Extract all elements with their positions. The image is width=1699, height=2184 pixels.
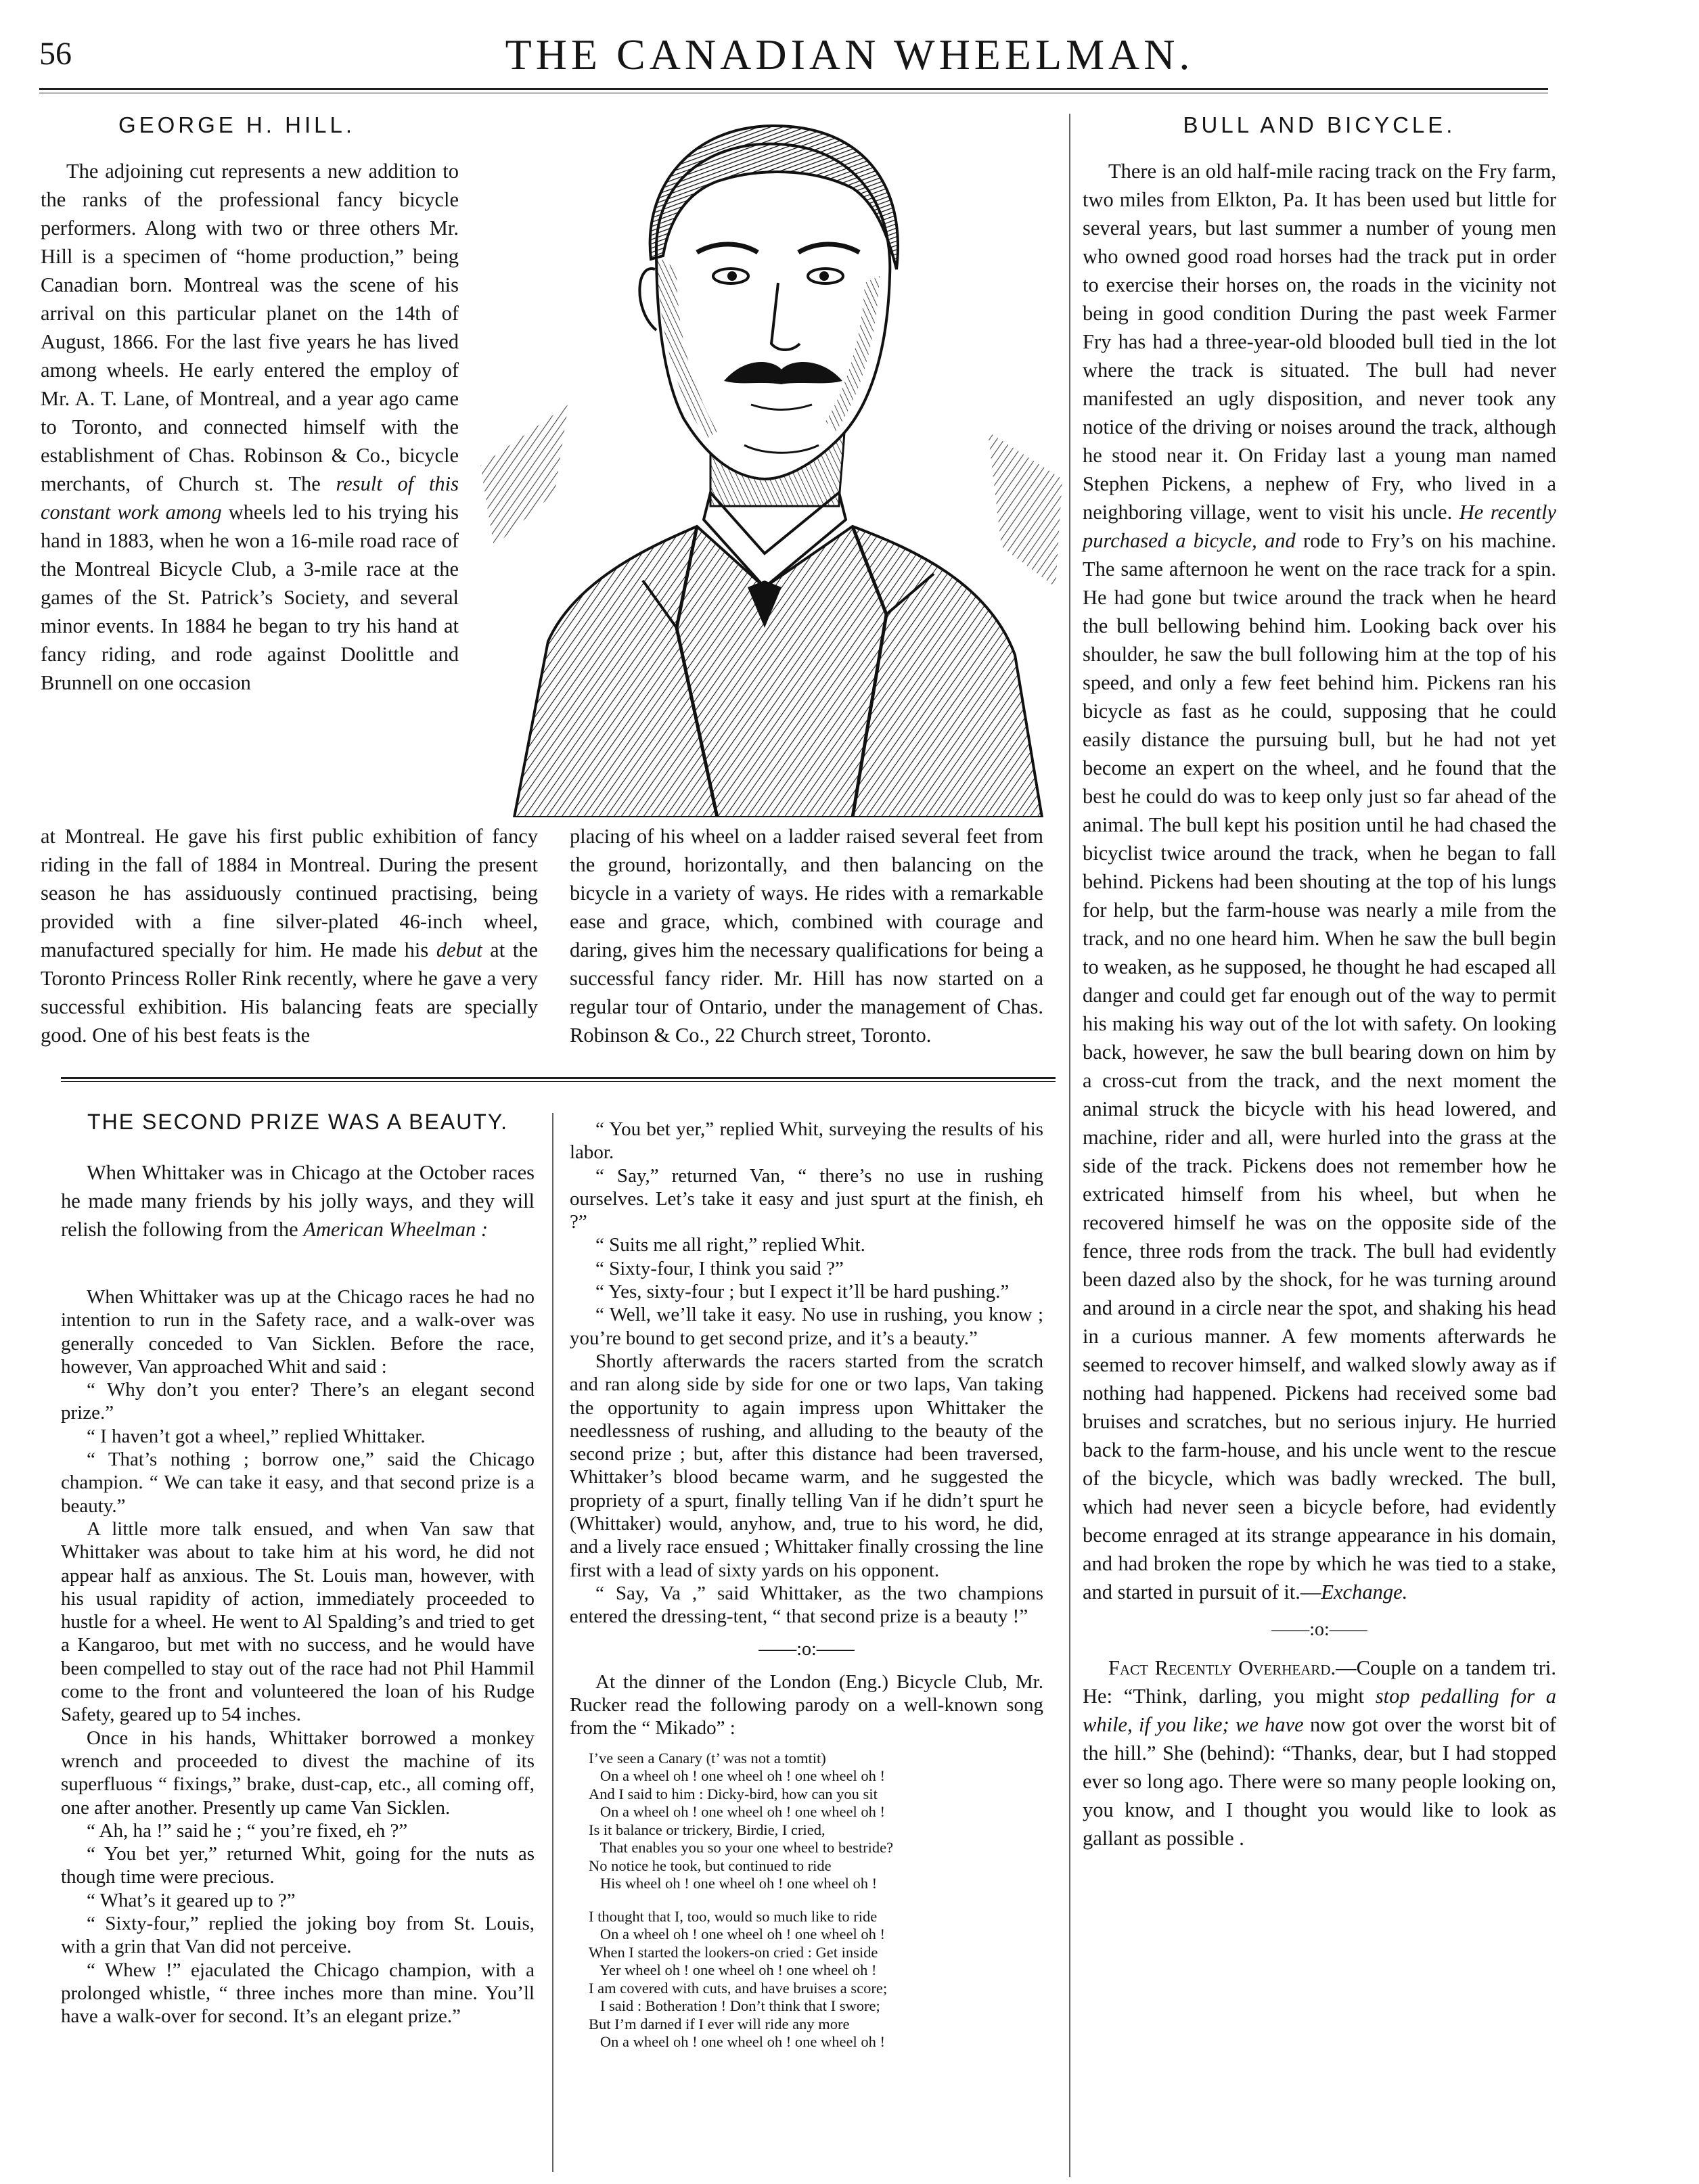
bull-separator: ——:o:—— [1271, 1619, 1367, 1640]
parody-verse-1: I’ve seen a Canary (t’ was not a tomtit) On a wheel oh ! one wheel oh ! one wheel oh ! And I said to him : Dicky-bird, how can you sit On a wheel oh ! one wheel oh ! one wheel oh ! Is it balance or trickery, Birdie, I cried, That enables you so your one wheel to bestride? No notice he took, but continued to ride His wheel oh ! one wheel oh ! one wheel oh ! [589, 1749, 894, 1892]
hill-paragraph-2: at Montreal. He gave his first public exhibition of fancy riding in the fall of 1884 in Montreal. During the present season he has assiduously continued practising, being provided with a fine silver-plated 46-inch wheel, manufactured specially for him. He made his debut at the Toronto Princess Roller Rink recently, where he gave a very successful exhibition. His balancing feats are specially good. One of his best feats is the [41, 825, 539, 1047]
hill-paragraph-1: The adjoining cut represents a new addition to the ranks of the professional fancy bicycle performers. Along with two or three others Mr. Hill is a specimen of “home production,” being Canadian born. Montreal was the scene of his arrival on this particular planet on the 14th of August, 1866. For the last five years he has lived among wheels. He early entered the employ of Mr. A. T. Lane, of Montreal, and a year ago came to Toronto, and connected himself with the establishment of Chas. Robinson & Co., bicycle merchants, of Church st. The result of this constant work among wheels led to his trying his hand in 1883, when he won a 16-mile road race of the Montreal Bicycle Club, a 3-mile race at the games of the St. Patrick’s Society, and several minor events. In 1884 he began to try his hand at fancy riding, and rode against Doolittle and Brunnell on one occasion [41, 160, 459, 694]
prize-col2 [570, 1118, 1043, 2051]
prize-para: “ You bet yer,” replied Whit, surveying the results of his labor. [570, 1118, 1043, 1164]
prize-heading: THE SECOND PRIZE WAS A BEAUTY. [87, 1110, 508, 1134]
prize-para: “ What’s it geared up to ?” [87, 1889, 296, 1911]
masthead: THE CANADIAN WHEELMAN. [505, 30, 1194, 78]
prize-col1 [61, 1286, 535, 2028]
prize-intro-paragraph: When Whittaker was in Chicago at the October races he made many friends by his jolly ways, and they will relish the following from the American Wheelman : [61, 1161, 535, 1241]
hill-heading: GEORGE H. HILL. [118, 112, 356, 137]
prize-para: “ Sixty-four, I think you said ?” [595, 1257, 844, 1279]
prize-para: “ Say,” returned Van, “ there’s no use in rushing ourselves. Let’s take it easy and just spurt at the finish, eh ?” [570, 1164, 1043, 1233]
prize-para: “ You bet yer,” returned Whit, going for the nuts as though time were precious. [61, 1843, 535, 1888]
section-rule [61, 1077, 1056, 1079]
column-rule-right [1069, 114, 1070, 2177]
hill-article-wide [41, 822, 538, 1049]
prize-para: When Whittaker was up at the Chicago races he had no intention to run in the Safety race, and a walk-over was generally conceded to Van Sicklen. Before the race, however, Van approached Whit and said : [61, 1286, 535, 1378]
prize-para: “ Well, we’ll take it easy. No use in rushing, you know ; you’re bound to get second prize, and it’s a beauty.” [570, 1304, 1043, 1349]
prize-para: “ Say, Va ,” said Whittaker, as the two champions entered the dressing-tent, “ that second prize is a beauty !” [570, 1582, 1043, 1628]
prize-intro [61, 1158, 535, 1244]
bull-heading: BULL AND BICYCLE. [1183, 112, 1456, 137]
hill-article-col2 [570, 822, 1043, 1049]
prize-para: “ Sixty-four,” replied the joking boy from St. Louis, with a grin that Van did not perceive. [61, 1913, 535, 1958]
parody-verse-2: I thought that I, too, would so much like to ride On a wheel oh ! one wheel oh ! one wheel oh ! When I started the lookers-on cried : Get inside Yer wheel oh ! one wheel oh ! one wheel oh ! I am covered with cuts, and have bruises a score; I said : Botheration ! Don’t think that I swore; But I’m darned if I ever will ride any more On a wheel oh ! one wheel oh ! one wheel oh ! [589, 1907, 888, 2051]
prize-para: “ That’s nothing ; borrow one,” said the Chicago champion. “ We can take it easy, and that second prize is a beauty.” [61, 1449, 535, 1517]
engraved-portrait-icon [474, 114, 1069, 817]
portrait-engraving [474, 114, 1069, 817]
prize-para: “ Why don’t you enter? There’s an elegant second prize.” [61, 1379, 535, 1424]
dinner-paragraph: At the dinner of the London (Eng.) Bicycle Club, Mr. Rucker read the following parody on a well-known song from the “ Mikado” : [570, 1670, 1043, 1739]
bull-paragraph: There is an old half-mile racing track on the Fry farm, two miles from Elkton, Pa. It has been used but little for several years, but last summer a number of young men who owned good road horses had the track put in order to exercise their horses on, the roads in the vicinity not being in good condition During the past week Farmer Fry has had a three-year-old blooded bull tied in the lot where the track is situated. The bull had never manifested an ugly disposition, and never took any notice of the driving or noises around the track, although he stood near it. On Friday last a young man named Stephen Pickens, a nephew of Fry, who lived in a neighboring village, went to visit his uncle. He recently purchased a bicycle, and rode to Fry’s on his machine. The same afternoon he went on the race track for a spin. He had gone but twice around the track when he heard the bull bellowing behind him. Looking back over his shoulder, he saw the bull following him at the top of his speed, and only a few feet behind him. Pickens ran his bicycle as fast as he could, supposing that he could easily distance the pursuing bull, but he had not yet become an expert on the wheel, and he found that the best he could do was to keep only just so far ahead of the animal. The bull kept his position until he had chased the bicyclist twice around the track, when he began to fall behind. Pickens had been shouting at the top of his lungs for help, but the farm-house was nearly a mile from the track, and no one heard him. When he saw the bull begin to weaken, as he supposed, he thought he had escaped all danger and could get far enough out of the way to permit his making his way out of the lot with safety. On looking back, however, he saw the bull bearing down on him by a cross-cut from the track, and the next moment the animal struck the bicycle with his head lowered, and machine, rider and all, were hurled into the grass at the side of the track. Pickens does not remember how he extricated himself from his wheel, but when he recovered himself he was on the opposite side of the fence, three rods from the track. The bull had evidently been dazed also by the shock, for he was turning around and around in a circle near the spot, and shaking his head in a curious manner. A few moments afterwards he seemed to recover himself, and walked slowly away as if nothing had happened. Pickens had received some bad bruises and scratches, but no serious injury. He hurried back to the farm-house, and his uncle went to the rescue of the bicycle, which was badly wrecked. The bull, which had never seen a bicycle before, had evidently become enraged at its strange appearance in his domain, and had broken the rope by which he was tied to a stake, and started in pursuit of it.—Exchange. [1083, 160, 1557, 1603]
fact-paragraph: Fact Recently Overheard.—Couple on a tandem tri. He: “Think, darling, you might stop pedalling for a while, if you like; we have now got over the worst bit of the hill.” She (behind): “Thanks, dear, but I had stopped ever so long ago. There were so many people looking on, you know, and I thought you would like to look as gallant as possible . [1083, 1656, 1556, 1850]
prize-para: A little more talk ensued, and when Van saw that Whittaker was about to take him at his word, he did not appear half as anxious. The St. Louis man, however, with his usual rapidity of action, immediately proceeded to hustle for a wheel. He went to Al Spalding’s and tried to get a Kangaroo, but met with no success, and he would have been compelled to stay out of the race had not Phil Hammil come to the front and volunteered the loan of his Rudge Safety, geared up to 54 inches. [61, 1518, 535, 1726]
prize-para: “ Ah, ha !” said he ; “ you’re fixed, eh ?” [87, 1819, 408, 1842]
prize-separator: ——:o:—— [758, 1638, 855, 1660]
prize-para: “ Yes, sixty-four ; but I expect it’ll be hard pushing.” [595, 1281, 1010, 1303]
bull-article [1083, 157, 1556, 1852]
page-number: 56 [39, 36, 72, 72]
prize-para: Shortly afterwards the racers started from the scratch and ran along side by side for one or two laps, Van taking the opportunity to again impress upon Whittaker the needlessness of rushing, and alluding to the beauty of the second prize ; but, after this distance had been traversed, Whittaker’s blood became warm, and he suggested the propriety of a spurt, finally telling Van if he didn’t spurt he (Whittaker) would, anyhow, and, true to his word, he did, and a lively race ensued ; Whittaker finally crossing the line first with a lead of sixty yards on his opponent. [570, 1350, 1043, 1581]
prize-para: “ I haven’t got a wheel,” replied Whittaker. [87, 1425, 426, 1447]
column-rule-middle [552, 1113, 553, 2172]
hill-paragraph-3: placing of his wheel on a ladder raised several feet from the ground, horizontally, and then balancing on the bicycle in a variety of ways. He rides with a remarkable ease and grace, which, combined with courage and daring, gives him the necessary qualifications for being a successful fancy rider. Mr. Hill has now started on a regular tour of Ontario, under the management of Chas. Robinson & Co., 22 Church street, Toronto. [570, 825, 1043, 1047]
prize-para: Once in his hands, Whittaker borrowed a monkey wrench and proceeded to divest the machine of its superfluous “ fixings,” brake, dust-cap, etc., all coming off, one after another. Presently up came Van Sicklen. [61, 1727, 535, 1819]
prize-para: “ Suits me all right,” replied Whit. [595, 1234, 865, 1256]
hill-article-col1 [41, 157, 459, 697]
prize-para: “ Whew !” ejaculated the Chicago champion, with a prolonged whistle, “ three inches more than mine. You’ll have a walk-over for second. It’s an elegant prize.” [61, 1959, 535, 2028]
masthead-rule [39, 88, 1548, 90]
